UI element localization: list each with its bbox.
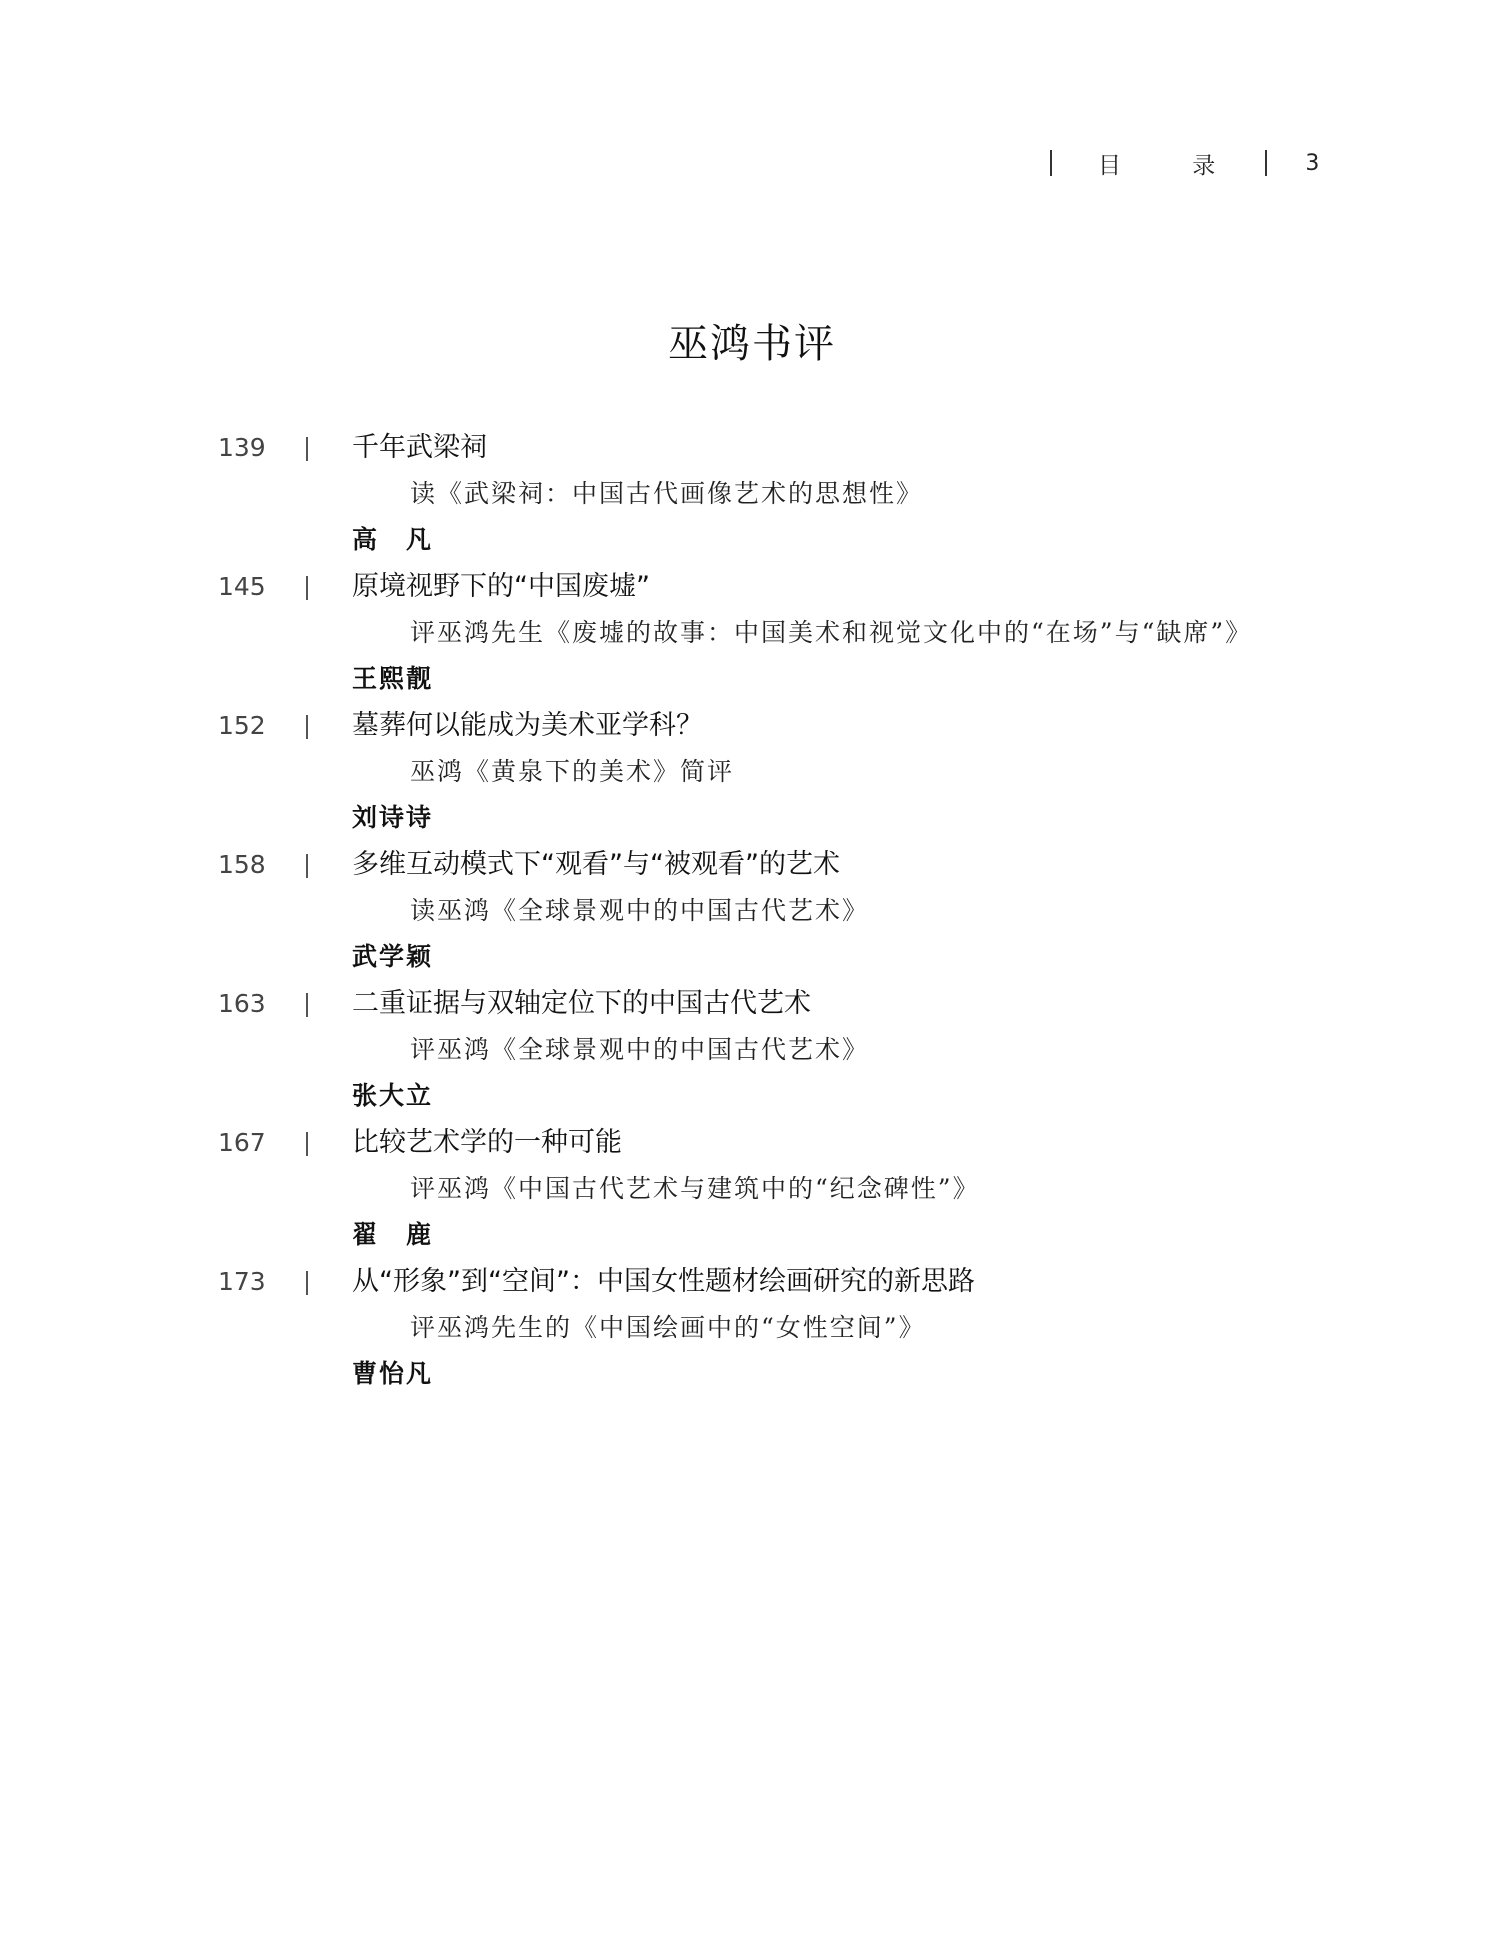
entry-author: 刘诗诗 bbox=[352, 803, 434, 832]
entry-page-number: 163 bbox=[218, 989, 266, 1018]
entry-author: 张大立 bbox=[352, 1081, 434, 1110]
entry-subtitle: 评巫鸿《中国古代艺术与建筑中的“纪念碑性”》 bbox=[410, 1174, 980, 1203]
entry-title[interactable]: 千年武梁祠 bbox=[352, 432, 487, 463]
entry-page-number: 173 bbox=[218, 1267, 266, 1296]
entry-page-number: 167 bbox=[218, 1128, 266, 1157]
entry-separator bbox=[306, 437, 308, 461]
entry-subtitle: 读《武梁祠：中国古代画像艺术的思想性》 bbox=[410, 479, 924, 508]
toc-entry[interactable] bbox=[0, 706, 1504, 845]
header-section-label: 目 录 bbox=[1098, 152, 1248, 179]
entry-subtitle: 巫鸿《黄泉下的美术》简评 bbox=[410, 757, 735, 786]
toc-entry[interactable] bbox=[0, 1262, 1504, 1401]
entry-separator bbox=[306, 576, 308, 600]
entry-author: 王熙靓 bbox=[352, 664, 434, 693]
entry-title[interactable]: 墓葬何以能成为美术亚学科？ bbox=[352, 710, 703, 741]
entry-separator bbox=[306, 1271, 308, 1295]
entry-separator bbox=[306, 993, 308, 1017]
header-page-number: 3 bbox=[1305, 150, 1320, 176]
entry-separator bbox=[306, 1132, 308, 1156]
entry-author: 翟 鹿 bbox=[352, 1220, 434, 1249]
entry-page-number: 152 bbox=[218, 711, 266, 740]
entry-title[interactable]: 多维互动模式下“观看”与“被观看”的艺术 bbox=[352, 849, 840, 880]
toc-entry[interactable] bbox=[0, 428, 1504, 567]
toc-entry[interactable] bbox=[0, 567, 1504, 706]
entry-subtitle: 评巫鸿先生的《中国绘画中的“女性空间”》 bbox=[410, 1313, 926, 1342]
entry-author: 武学颖 bbox=[352, 942, 434, 971]
entry-title[interactable]: 从“形象”到“空间”：中国女性题材绘画研究的新思路 bbox=[352, 1266, 975, 1297]
table-of-contents bbox=[0, 428, 1504, 1401]
header-divider-right bbox=[1265, 150, 1267, 176]
entry-page-number: 145 bbox=[218, 572, 266, 601]
entry-title[interactable]: 原境视野下的“中国废墟” bbox=[352, 571, 650, 602]
running-header bbox=[1050, 146, 1319, 180]
entry-page-number: 158 bbox=[218, 850, 266, 879]
toc-entry[interactable] bbox=[0, 1123, 1504, 1262]
section-title: 巫鸿书评 bbox=[668, 321, 836, 367]
toc-entry[interactable] bbox=[0, 984, 1504, 1123]
entry-separator bbox=[306, 854, 308, 878]
header-divider-left bbox=[1050, 150, 1052, 176]
entry-author: 曹怡凡 bbox=[352, 1359, 434, 1388]
entry-title[interactable]: 比较艺术学的一种可能 bbox=[352, 1127, 622, 1158]
toc-entry[interactable] bbox=[0, 845, 1504, 984]
entry-page-number: 139 bbox=[218, 433, 266, 462]
entry-subtitle: 读巫鸿《全球景观中的中国古代艺术》 bbox=[410, 896, 870, 925]
entry-separator bbox=[306, 715, 308, 739]
entry-title[interactable]: 二重证据与双轴定位下的中国古代艺术 bbox=[352, 988, 811, 1019]
entry-subtitle: 评巫鸿《全球景观中的中国古代艺术》 bbox=[410, 1035, 870, 1064]
entry-subtitle: 评巫鸿先生《废墟的故事：中国美术和视觉文化中的“在场”与“缺席”》 bbox=[410, 618, 1253, 647]
entry-author: 高 凡 bbox=[352, 525, 434, 554]
